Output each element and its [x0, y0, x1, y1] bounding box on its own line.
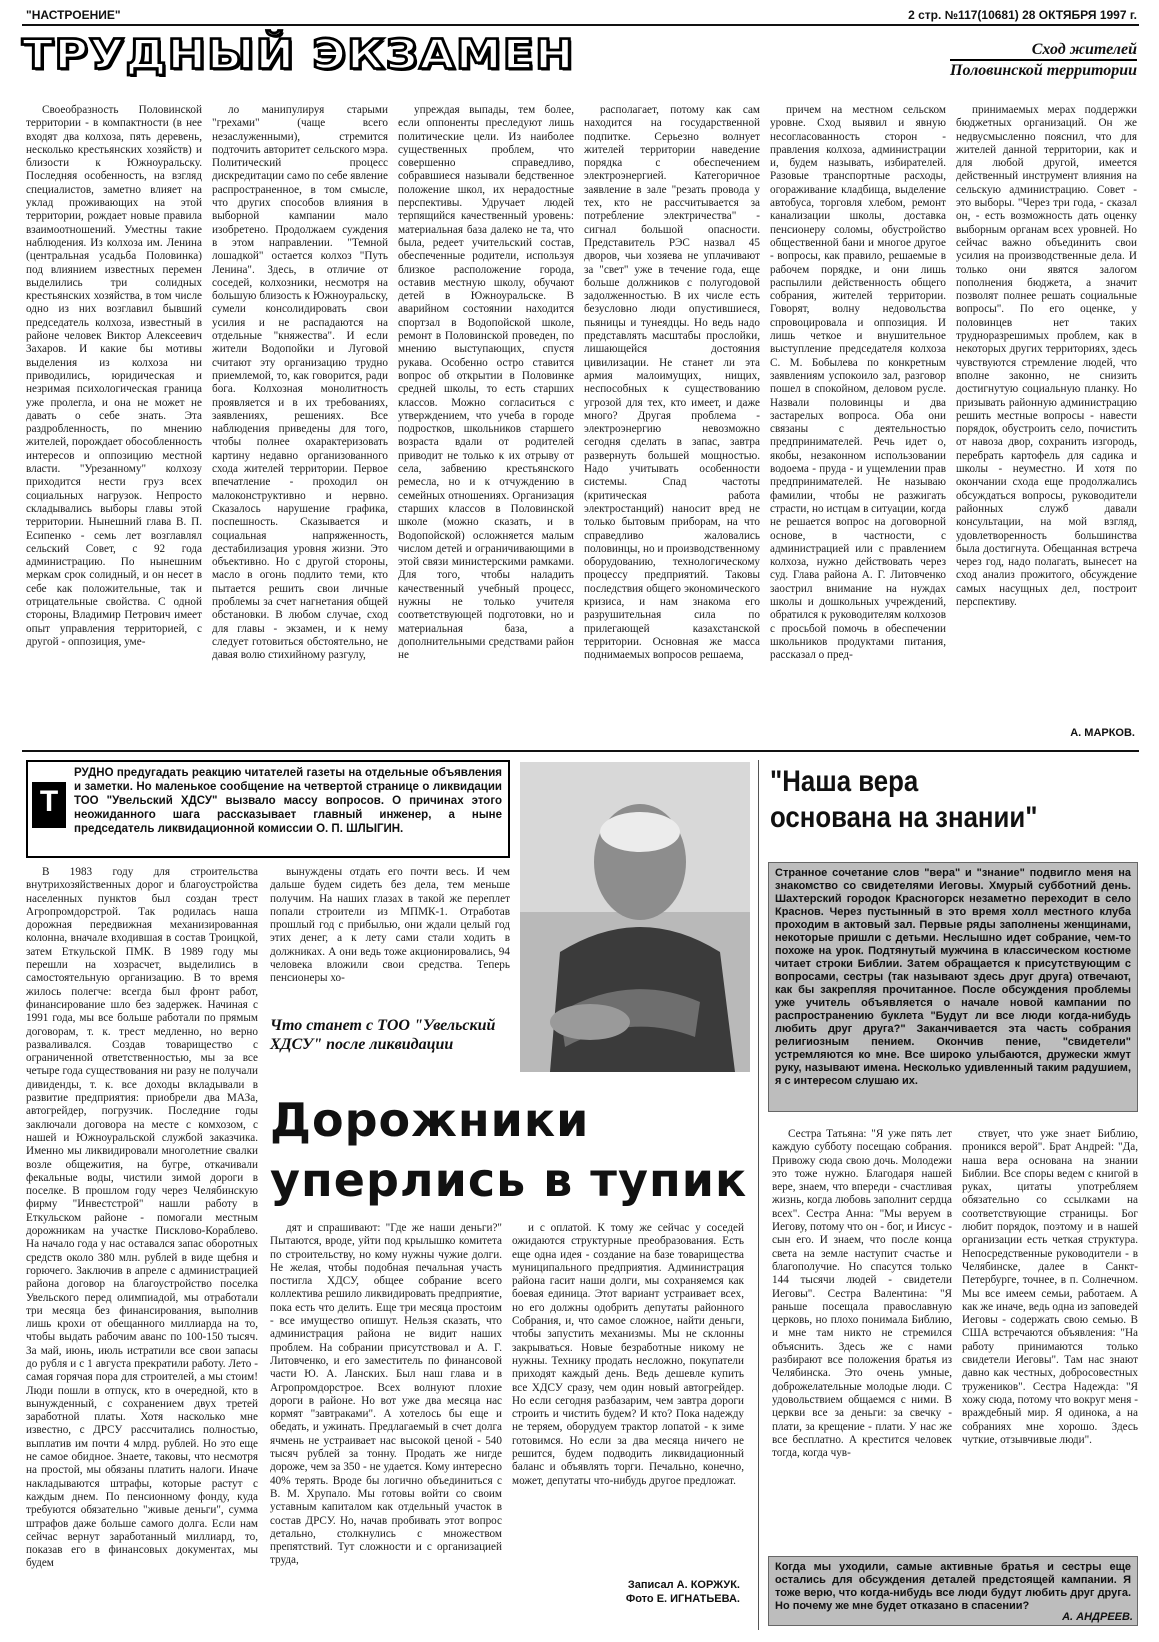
- article2-signatures: Записал А. КОРЖУК. Фото Е. ИГНАТЬЕВА.: [625, 1579, 740, 1605]
- header-rule: [22, 24, 1139, 26]
- article3-divider: [758, 760, 759, 1630]
- article3-col2: ствует, что уже знает Библию, проникся верой". Брат Андрей: "Да, наша вера основана на знании Библии. Все споры ведем с книгой в руках, цитаты употребляем обязательно со ссылками на соответствующие страницы. Бог любит порядок, поэтому и в нашей организации есть четкая структура. Непосредственные руководители - в Челябинске, далее в Санкт-Петербурге, точнее, в п. Солнечном. Мы все имеем семьи, работаем. А как же иначе, ведь одна из заповедей Иеговы - содержать свою семью. В США встречаются объявления: "На работу принимаются только свидетели Иеговы". Там нас знают давно как честных, добросовестных тружеников". Сестра Надежда: "Я хожу сюда, потому что вокруг меня - враждебный мир. Я одинока, а на собраниях мне хорошо. Здесь чуткие, отзывчивые люди".: [962, 1128, 1138, 1446]
- article2-col3: дят и спрашивают: "Где же наши деньги?" Пытаются, вроде, уйти под крылышко комитета по строительству, но кому нужны чужие долги. Не желая, чтобы подобная печальная участь постигла ХДСУ, общее собрание всего коллектива решило ликвидировать предприятие, пока есть что делить. Еще три месяца простоим - все имущество опишут. Нельзя сказать, что администрация района не видит наших проблем. На собрании присутствовал и А. Г. Литовченко, и его заместитель по финансовой части Ю. А. Ланских. Был наш глава и в Агропромдорстрое. Всех волнуют плохие дороги в районе. Но вот уже два месяца нас кормят "завтраками". А хотелось бы еще и обедать, и ужинать. Предлагаемый в счет долга ячмень не устраивает нас высокой ценой - 540 тысяч рублей за тонну. Продать же нигде дороже, чем за 350 - не удается. Кому интересно 40% терять. Вроде бы логично объединиться с В. М. Хрупало. Мы готовы войти со своим уставным капиталом как отдельный участок в состав ДРСУ. Но, начав пробивать этот вопрос детально, столкнулись с множеством препятствий. Тут сложности и с организацией труда,: [270, 1222, 502, 1567]
- kicker-line2: Половинской территории: [950, 59, 1137, 80]
- article3-col1: Сестра Татьяна: "Я уже пять лет каждую субботу посещаю собрания. Привожу сюда свою дочь. Молодежи это тоже нужно. Благодаря нашей вере, знаем, что впереди - счастливая жизнь, когда любовь заполнит сердца всех". Сестра Анна: "Мы веруем в Иегову, потому что он - бог, и Иисус - сын его. И знаем, что после конца света на земле наступит счастье и благополучие. Но спасутся только 144 тысячи людей - свидетели Иеговы". Сестра Валентина: "Я раньше посещала православную церковь, но плохо понимала Библию, и мне там никто не стремился объяснить. Здесь же с нами разбирают все положения братья из Челябинска. Это очень умные, доброжелательные молодые люди. С удовольствием общаемся с ними. В церкви все за деньги: за свечку - плати, за крещение - плати. У нас же все бесплатно. А крестится человек тогда, когда чув-: [772, 1128, 952, 1460]
- kicker-line1: Сход жителей: [1031, 41, 1137, 58]
- article1-author: А. МАРКОВ.: [1070, 727, 1135, 739]
- issue-info: 2 стр. №117(10681) 28 ОКТЯБРЯ 1997 г.: [908, 8, 1137, 22]
- article3-author: А. АНДРЕЕВ.: [1062, 1611, 1133, 1623]
- article2-col1: В 1983 году для строительства внутрихозяйственных дорог и благоустройства населенных пунктов был создан трест Агропромдорстрой. Так родилась наша дорожная передвижная механизированная колонна, вначале входившая в состав Троицкой, затем Еткульской ПМК. В 1989 году мы перешли на хозрасчет, выделились в самостоятельную организацию. В то время жилось полегче: всегда был фронт работ, финансирование шло без задержек. Начиная с 1991 года, мы все больше работали по прямым договорам, т. к. трест медленно, но верно разваливался. Создав товарищество с ограниченной ответственностью, мы за все четыре года существования ни разу не получали дивиденды, т. к. все доходы вкладывали в развитие предприятия: приобрели два МАЗа, автогрейдер, погрузчик. Последние годы заключали договора на месте с комхозом, с нашей и Южноуральской службой заказчика. Именно мы ликвидировали многолетние свалки возле общежития, на бугре, откачивали фекальные воды, чистили зимой дороги в поселке. В прошлом году через Челябинскую фирму "Инвестстрой" нашли работу в Еткульском районе - помогали местным дорожникам на участке Писклово-Кораблево. На начало года у нас оставался запас оборотных средств около 380 млн. рублей в виде щебня и горючего. Заключив в апреле с администрацией района договор на благоустройство поселка Увельского перед олимпиадой, мы отработали три месяца без финансирования, выполнив лишь крохи от обещанного миллиарда на то, чтобы выдать рабочим аванс по 100-150 тысяч. За май, июнь, июль истратили все свои запасы до рубля и с 1 августа прекратили работу. Лето - самая горячая пора для строителей, а мы стоим! Люди пошли в отпуск, кто в очередной, кто в вынужденный, с сохранением двух третей заработной платы. Хотя насколько мне известно, с ДРСУ рассчитались полностью, выплатив им почти 4 млрд. рублей. Но это еще не самое обидное. Знаете, таковы, что несмотря на простой, мы обязаны платить налоги. Иначе накладываются штрафы, которые растут с каждым днем. По пенсионному фонду, куда требуются обязательно "живые деньги", сумма штрафов даже больше самого долга. Если нам сейчас вернут заработанный миллиард, то, показав его в финансовых документах, мы будем: [26, 866, 258, 1570]
- article3-title: "Наша вера основана на знании": [770, 765, 1038, 834]
- article1-col2: ло манипулируя старыми "грехами" (чаще всего незаслуженными), стремится подточить авторитет сельского мэра. Политический процесс дискредитации само по себе явление распространенное, в том смысле, что других способов влияния в выборной кампании мало изобретено. Продолжаем суждения в этом направлении. "Темной лошадкой" остается колхоз "Путь Ленина". Здесь, в отличие от соседей, колхозники, несмотря на большую близость к Южноуральску, сумели консолидировать свои усилия и не распадаются на отдельные "княжества". И если жители Водопойки и Луговой считают эту организацию трудно приемлемой, то, как говорится, ради бога. Колхозная монолитность проявляется и в их требованиях, заявлениях, решениях. Все наблюдения приведены для того, чтобы полнее охарактеризовать картину недавно организованного схода жителей территории. Первое впечатление - проходил он малоконструктивно и нервно. Сказалось нарушение графика, поспешность. Сказывается и социальная напряженность, дестабилизация уровня жизни. Это объективно. Но с другой стороны, масло в огонь подлито теми, кто пытается решить свои личные проблемы за счет нагнетания общей обстановки. В любом случае, сход для главы - экзамен, и к нему следует готовиться обстоятельно, не давая волю стихийному разгулу,: [212, 104, 388, 662]
- article1-bottom-rule: [22, 750, 1139, 752]
- newspaper-name: "НАСТРОЕНИЕ": [26, 8, 121, 22]
- article3-intro: Странное сочетание слов "вера" и "знание" подвигло меня на знакомство со свидетелями Иеговы. Хмурый субботний день. Шахтерский городок Красногорск незаметно переходит в село Краснов. Через пустынный в это время холл местного клуба проходим в актовый зал. Первые ряды заполнены женщинами, некоторые пришли с детьми. Неслышно идет собрание, чем-то похоже на урок. Подтянутый мужчина в классическом костюме читает строки Библии. Затем обращается к присутствующим с вопросами, сестры (так называют здесь друг друга) отвечают, как бы закрепляя прочитанное. После обсуждения проблемы уже учитель объявляется о начале новой кампании по распространению буклета "Будут ли все люди когда-нибудь любить друг друга?" Заканчивается эта часть собрания религиозным пением. Окончив пение, "свидетели" устремляются ко мне. Все широко улыбаются, дружески жмут руку, называют имена. Несколько удивленный таким радушием, я с интересом слушаю их.: [768, 862, 1138, 1112]
- article2-col2: вынуждены отдать его почти весь. И чем дальше будем сидеть без дела, тем меньше получим. На наших глазах в такой же переплет попали строители из МПМК-1. Отработав прошлый год с прибылью, они ждали целый год этих денег, а к лету сами стали ходить в должниках. А они ведь тоже акционировались, 94 человека вложили свои средства. Теперь пенсионеры хо-: [270, 866, 510, 985]
- article1-col6: принимаемых мерах поддержки бюджетных организаций. Он же недвусмысленно пояснил, что для жителей данной территории, как и для любой другой, имеется действенный инструмент влияния на сельскую администрацию. Совет - это выборы. "Через три года, - сказал он, - есть возможность дать оценку выборным органам всех уровней. Но сейчас важно объединить свои усилия на производственные дела. И только они явятся залогом пополнения бюджета, а значит позволят полнее решать социальные вопросы". По его оценке, у половинцев нет таких трудноразрешимых проблем, как в некоторых других территориях, здесь чувствуются стремление людей, что вполне законно, не снизить достигнутую социальную планку. Но призывать районную администрацию решить местные вопросы - навести порядок, обустроить село, почистить от навоза двор, сохранить изгородь, перебрать картофель для садика и школы - неуместно. И хотя по окончании схода еще продолжались обсуждаться вопросы, руководители районных служб давали консультации, на мой взгляд, удовлетворенность большинства была достигнута. Обещанная встреча через год, надо полагать, вынесет на сход анализ прожитого, обсуждение самых насущных дел, построит перспективу.: [956, 104, 1137, 608]
- article1-col1: Своеобразность Половинской территории - в компактности (в нее входят два колхоза, пять деревень, несколько крестьянских хозяйств) и близости к Южноуральску. Последняя особенность, на взгляд специалистов, заметно влияет на уклад проживающих на этой территории, рождает новые правила взаимоотношений. Уместны такие наблюдения. Из колхоза им. Ленина (центральная усадьба Половинка) под влиянием известных перемен выделились три солидных крестьянских хозяйства, в том числе одно из них возглавил бывший председатель колхоза, известный в районе человек Виктор Алексеевич Захаров. И какие бы мотивы выделения из колхоза ни приводились, юридическая и незримая психологическая граница уже пролегла, и она не может не давать о себе знать. Эта раздробленность, по мнению жителей, порождает обособленность интересов и оппозицию местной власти. "Урезанному" колхозу приходится нести груз всех социальных нагрузок. Непросто складывались выборы главы этой территории. Нынешний глава В. П. Есипенко - семь лет возглавлял сельский Совет, с 92 года администрацию. По нынешним меркам срок солидный, и он несет в себе как положительные, так и отрицательные свойства. С одной стороны, Владимир Петрович имеет опыт управления территорией, с другой - оппозиция, уме-: [26, 104, 202, 648]
- article2-title-line1: Дорожники: [270, 1093, 590, 1147]
- article1-col3: упреждая выпады, тем более, если оппоненты преследуют лишь политические цели. Из наиболее существенных проблем, что совершенно справедливо, собравшиеся называли бедственное положение школ, их нерадостные перспективы. Удручает людей терпящийся качественный уровень: материальная база далеко не та, что была, редеет учительский состав, обеспеченные родители, используя близкое расположение города, оставив местную школу, обучают детей в Южноуральске. В аварийном состоянии находится спортзал в Водопойской школе, ремонт в Половинской проведен, по мнению выступающих, спустя рукава. Особенно остро ставится вопрос об открытии в Половинке средней школы, то есть старших классов. Можно согласиться с утверждением, что учеба в городе подростков, школьников старшего возраста вдали от родителей приводит не только к их отрыву от села, забвению крестьянского ремесла, но и к отчуждению в семейных отношениях. Организация старших классов в Половинской школе (можно сказать, и в Водопойской) осложняется малым числом детей и ограничивающими в этой связи министерскими рамками. Для того, чтобы наладить качественный учебный процесс, нужны не только учителя соответствующей подготовки, но и материальная база, а дополнительными средствами район не: [398, 104, 574, 662]
- person-photo: [520, 762, 750, 1072]
- article2-col4: и с оплатой. К тому же сейчас у соседей ожидаются структурные преобразования. Есть еще одна идея - создание на базе товарищества муниципального предприятия. Администрация района гасит наши долги, мы сохраняемся как боевая единица. Этот вариант устраивает всех, но его должны одобрить депутаты районного Собрания, и, что самое сложное, найти деньги, чтобы запустить механизмы. Мы не склонны закрываться. Новые безработные никому не нужны. Технику продать несложно, покупатели приходят каждый день. Ведь дешевле купить все ХДСУ сразу, чем один новый автогрейдер. Но если сегодня разбазарим, чем завтра дороги строить и чистить будем? И кто? Пока надежду не теряем, оборудуем трактор лопатой - к зиме готовимся. Но если за два месяца ничего не решится, будем подводить ликвидационный баланс и объявлять торги. Печально, конечно, может, депутаты что-нибудь другое предложат.: [512, 1222, 744, 1487]
- article1-kicker: [950, 40, 1137, 80]
- article2-lead: РУДНО предугадать реакцию читателей газеты на отдельные объявления и заметки. Но маленькое сообщение на четвертой странице о ликвидации ТОО "Увельский ХДСУ" вызвало массу вопросов. О причинах этого неожиданного шага рассказывает главный инженер, а ныне председатель ликвидационной комиссии О. П. ШЛЫГИН.: [74, 767, 502, 835]
- article1-col5: причем на местном сельском уровне. Сход выявил и явную несогласованность сторон - правления колхоза, администрации и, будем называть, избирателей. Разовые транспортные расходы, огораживание кладбища, выделение автобуса, торговля хлебом, ремонт канализации школы, доставка пенсионеру соломы, обустройство общественной бани и многое другое - вопросы, как правило, решаемые в рабочем порядке, и они лишь распылили действенность общего собрания, жителей территории. Говорят, волну недовольства спровоцировала и оппозиция. И лишь четкое и внушительное выступление председателя колхоза С. М. Бобылева по конкретным заявлениям успокоило зал, разговор пошел в спокойном, деловом русле. Назвали половинцы и два застарелых вопроса. Оба они связаны с деятельностью предпринимателей. Речь идет о, якобы, незаконном использовании водоема - пруда - и ущемлении прав предпринимателей. Не называю фамилии, чтобы не разжигать страсти, но истцам в ситуации, когда не решается вопрос на договорной основе, в частности, с администрацией или с правлением колхоза, нужно действовать через суд. Глава района А. Г. Литовченко заострил внимание на нуждах школы и дошкольных учреждений, обратился к руководителям колхозов с просьбой помочь в обеспечении школьников продуктами питания, рассказал о пред-: [770, 104, 946, 662]
- article2-title-line2: уперлись в тупик: [270, 1153, 748, 1207]
- drop-cap: Т: [32, 782, 66, 828]
- article2-subhead: Что станет с ТОО "Увельский ХДСУ" после ликвидации: [270, 1017, 496, 1053]
- article3-outro: Когда мы уходили, самые активные братья и сестры еще остались для обсуждения деталей предстоящей кампании. Я тоже верю, что когда-нибудь все люди будут любить друг друга. Но почему же мне будет отказано в спасении?: [768, 1556, 1138, 1626]
- article1-col4: располагает, потому как сам находится на государственной подпитке. Серьезно волнует жителей территории наведение порядка с обеспечением электроэнергией. Категоричное заявление в зале "резать провода у тех, кто не рассчитывается за потребление электричества" - сигнал большой опасности. Представитель РЭС назвал 45 дворов, чьи хозяева не уплачивают за "свет" уже в течение года, еще больше должников с полугодовой задолженностью. В их числе есть безусловно люди опустившиеся, пьяницы и тунеядцы. Но ведь надо представлять масштабы прослойки, лишающейся достояния цивилизации. Не станет ли эта армия малоимущих, нищих, неспособных к существованию угрозой для тех, кто имеет, и даже много? Другая проблема - электроэнергию невозможно сегодня сделать в запас, завтра развернуть большей мощностью. Надо учитывать особенности системы. Спад частоты (критическая работа электростанций) наносит вред не только бытовым приборам, на что справедливо жаловались половинцы, но и производственному оборудованию, технологическому процессу предприятий. Таковы последствия общего экономического кризиса, и нам знакома его разрушительная сила по прилегающей казахстанской территории. Основная же масса поднимаемых вопросов решаема,: [584, 104, 760, 662]
- photo-illustration: [520, 762, 750, 1072]
- article1-title: ТРУДНЫЙ ЭКЗАМЕН: [22, 30, 575, 79]
